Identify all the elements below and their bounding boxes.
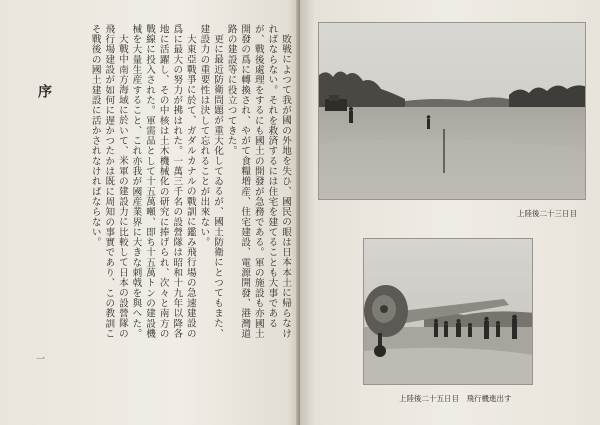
paragraph: 大戰中南方海域に於いて、米軍の建設力に比較して日本の設營隊の飛行場建設が如何に遅かつたかは既に周知の事實であり、この教訓こそ戰後の國土建設に活かされなければならない。 bbox=[89, 24, 128, 339]
bottom-photo-caption: 上陸後二十五日目 飛行機進出す bbox=[399, 394, 512, 403]
paragraph: 敗戦によつて我が國の外地を失ひ、國民の眼は日本本土に帰らなければならない。それを救済するには住宅を建てることも大事であるが、戰後處理をするにも國土の開發が急務である。軍の施設も亦國土開發の爲に轉換され、やがて食糧増産、住宅建設、電源開發、港灣道路の建設等に役立つてきた。 bbox=[225, 24, 291, 339]
paragraph: 大東亞戰爭に於て、ガダルカナルの戰訓に鑑み飛行場の急速建設の爲に最大の努力が拂はれた。一萬三千名の設營隊は昭和十九年以降各地に活躍し、その中核は土木機械化の研究に捧げられ、次々と南方の戰線に投入された。軍需品として十五萬噸、即ち十五萬トンの建設機械を大量生産すること、これ亦我が國産業界に大きな刺戟を與へた。 bbox=[130, 24, 196, 339]
airfield-photo bbox=[318, 22, 586, 200]
preface-title: 序 bbox=[36, 84, 52, 98]
airfield-photo-icon bbox=[319, 23, 586, 200]
aircraft-photo bbox=[363, 238, 533, 385]
airplane-photo-icon bbox=[364, 239, 533, 385]
paragraph: 更に最近防衛問題が重大化してゐるが、國土防衛にとつてもまた、建設力の重要性は決して忘れることが出來ない。 bbox=[198, 24, 224, 339]
top-photo-caption: 上陸後二十三日目 bbox=[517, 209, 577, 218]
page-number: 一 bbox=[36, 355, 46, 365]
preface-text bbox=[52, 24, 292, 342]
